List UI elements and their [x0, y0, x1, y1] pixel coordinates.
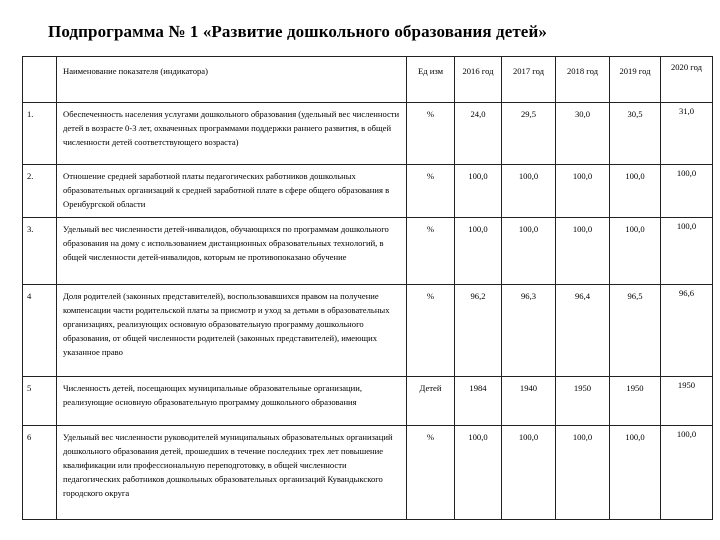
table-row — [23, 165, 713, 218]
table-row — [23, 426, 713, 520]
value-2019: 100,0 — [610, 165, 661, 218]
value-2020: 31,0 — [661, 103, 713, 165]
indicator-name: Обеспеченность населения услугами дошкольного образования (удельный вес численности детей в возрасте 0-3 лет, охваченных программами поддержки раннего развития, в общей численности детей соответствующего возраста) — [57, 103, 407, 165]
indicator-name: Доля родителей (законных представителей), воспользовавшихся правом на получение компенсации части родительской платы за присмотр и уход за детьми в образовательных организациях, реализующих основную образовательную программу дошкольного образования, от общей численности родителей (законных представителей), имеющих указанное право — [57, 285, 407, 377]
value-2020: 100,0 — [661, 218, 713, 285]
value-2016: 1984 — [455, 377, 502, 426]
header-num — [23, 57, 57, 103]
header-unit: Ед изм — [407, 57, 455, 103]
value-2016: 100,0 — [455, 426, 502, 520]
value-2018: 100,0 — [556, 165, 610, 218]
header-year-2016: 2016 год — [455, 57, 502, 103]
table-row — [23, 285, 713, 377]
value-2016: 24,0 — [455, 103, 502, 165]
header-year-2017: 2017 год — [502, 57, 556, 103]
value-2017: 1940 — [502, 377, 556, 426]
indicator-name: Численность детей, посещающих муниципальные образовательные организации, реализующие основную образовательную программу дошкольного образования — [57, 377, 407, 426]
value-2019: 96,5 — [610, 285, 661, 377]
value-2017: 100,0 — [502, 165, 556, 218]
unit-cell: % — [407, 103, 455, 165]
unit-cell: % — [407, 218, 455, 285]
value-2017: 96,3 — [502, 285, 556, 377]
value-2019: 1950 — [610, 377, 661, 426]
value-2020: 100,0 — [661, 426, 713, 520]
table-header-row — [23, 57, 713, 103]
value-2020: 1950 — [661, 377, 713, 426]
row-number: 6 — [23, 426, 57, 520]
header-year-2019: 2019 год — [610, 57, 661, 103]
table-row — [23, 377, 713, 426]
unit-cell: Детей — [407, 377, 455, 426]
value-2019: 100,0 — [610, 218, 661, 285]
value-2019: 30,5 — [610, 103, 661, 165]
indicators-table — [22, 56, 713, 520]
value-2016: 100,0 — [455, 218, 502, 285]
unit-cell: % — [407, 285, 455, 377]
row-number: 2. — [23, 165, 57, 218]
table-row — [23, 218, 713, 285]
header-year-2018: 2018 год — [556, 57, 610, 103]
row-number: 3. — [23, 218, 57, 285]
indicator-name: Отношение средней заработной платы педагогических работников дошкольных образовательных организаций к средней заработной плате в сфере общего образования в Оренбургской области — [57, 165, 407, 218]
header-indicator-name: Наименование показателя (индикатора) — [57, 57, 407, 103]
value-2018: 30,0 — [556, 103, 610, 165]
value-2019: 100,0 — [610, 426, 661, 520]
row-number: 5 — [23, 377, 57, 426]
unit-cell: % — [407, 426, 455, 520]
row-number: 4 — [23, 285, 57, 377]
value-2020: 100,0 — [661, 165, 713, 218]
value-2016: 96,2 — [455, 285, 502, 377]
value-2016: 100,0 — [455, 165, 502, 218]
row-number: 1. — [23, 103, 57, 165]
value-2020: 96,6 — [661, 285, 713, 377]
table-row — [23, 103, 713, 165]
value-2017: 100,0 — [502, 218, 556, 285]
value-2018: 100,0 — [556, 426, 610, 520]
header-year-2020: 2020 год — [661, 57, 713, 103]
value-2018: 100,0 — [556, 218, 610, 285]
value-2017: 29,5 — [502, 103, 556, 165]
value-2017: 100,0 — [502, 426, 556, 520]
value-2018: 1950 — [556, 377, 610, 426]
page-title: Подпрограмма № 1 «Развитие дошкольного образования детей» — [48, 22, 547, 41]
unit-cell: % — [407, 165, 455, 218]
value-2018: 96,4 — [556, 285, 610, 377]
indicator-name: Удельный вес численности детей-инвалидов, обучающихся по программам дошкольного образования на дому с использованием дистанционных образовательных технологий, в общей численности детей-инвалидов, которым не противопоказано обучение — [57, 218, 407, 285]
indicator-name: Удельный вес численности руководителей муниципальных образовательных организаций дошкольного образования детей, прошедших в течение последних трех лет повышение квалификации или профессиональную переподготовку, в общей численности педагогических работников дошкольных образовательных организаций Кувандыкского городского округа — [57, 426, 407, 520]
